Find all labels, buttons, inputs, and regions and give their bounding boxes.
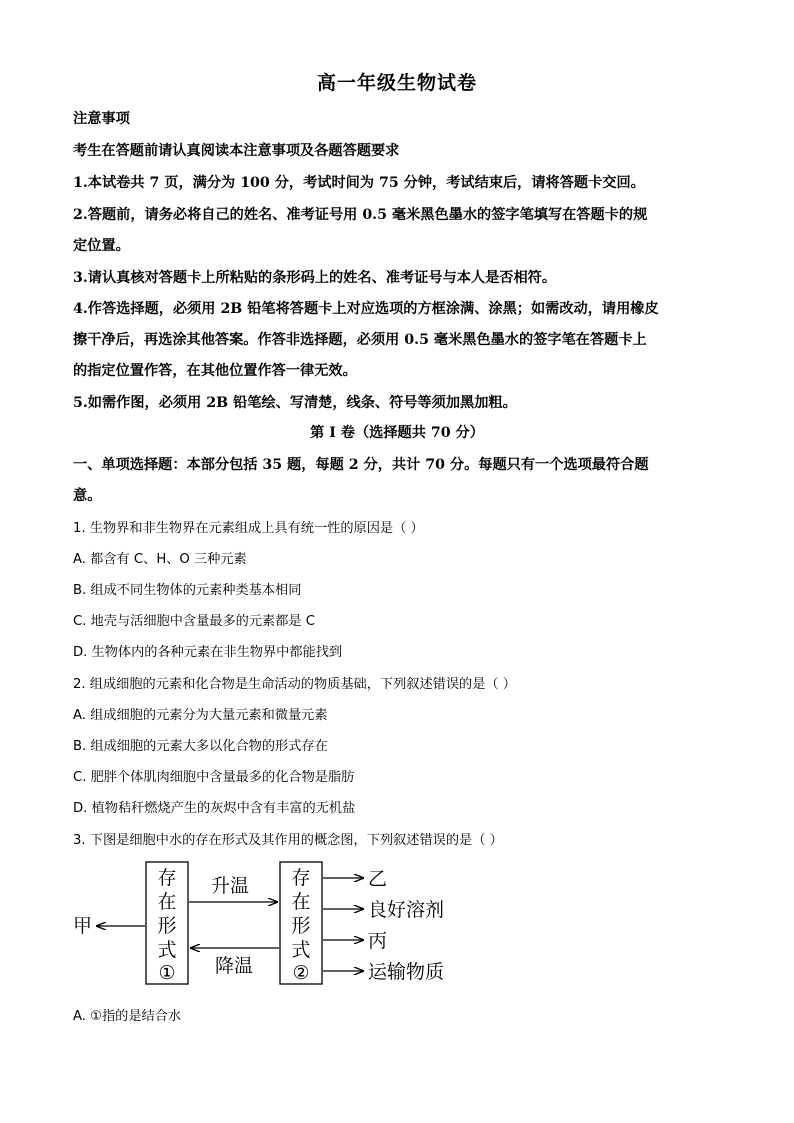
section-title: 第 I 卷（选择题共 70 分） (310, 425, 484, 441)
box1-char: 存 (157, 867, 177, 889)
box2-char: 形 (291, 915, 311, 937)
question-3-option-a: A. ①指的是结合水 (73, 1009, 182, 1024)
box1-number: ① (158, 962, 176, 984)
notice-line-1: 1.本试卷共 7 页，满分为 100 分，考试时间为 75 分钟，考试结束后，请将答题卡交回。 (73, 175, 645, 191)
notice-line-2: 2.答题前，请务必将自己的姓名、准考证号用 0.5 毫米黑色墨水的签字笔填写在答题卡的规 (73, 207, 648, 223)
label-jia: 甲 (73, 915, 93, 937)
label-transport: 运输物质 (368, 961, 445, 983)
label-good-solvent: 良好溶剂 (368, 899, 445, 921)
box2-char: 在 (291, 891, 311, 913)
box2-char: 存 (291, 867, 311, 889)
notice-line-4-cont2: 的指定位置作答，在其他位置作答一律无效。 (73, 363, 357, 379)
notice-intro: 考生在答题前请认真阅读本注意事项及各题答题要求 (73, 143, 400, 159)
label-cooling: 降温 (214, 955, 254, 977)
label-yi: 乙 (368, 868, 388, 890)
question-1-option-d: D. 生物体内的各种元素在非生物界中都能找到 (73, 645, 343, 660)
notice-line-5: 5.如需作图，必须用 2B 铅笔绘、写清楚，线条、符号等须加黑加粗。 (73, 395, 517, 411)
question-1-option-b: B. 组成不同生物体的元素种类基本相同 (73, 583, 302, 598)
question-2-option-d: D. 植物秸秆燃烧产生的灰烬中含有丰富的无机盐 (73, 801, 356, 816)
label-heating: 升温 (210, 875, 250, 897)
box2-char: 式 (291, 939, 311, 961)
notice-line-4: 4.作答选择题，必须用 2B 铅笔将答题卡上对应选项的方框涂满、涂黑；如需改动，请用橡皮 (73, 301, 659, 317)
section-instruction-cont: 意。 (73, 488, 102, 504)
question-2-option-b: B. 组成细胞的元素大多以化合物的形式存在 (73, 739, 328, 754)
question-2-option-a: A. 组成细胞的元素分为大量元素和微量元素 (73, 708, 328, 723)
notice-heading: 注意事项 (73, 111, 130, 127)
notice-line-2-cont: 定位置。 (73, 238, 130, 254)
question-2-stem: 2. 组成细胞的元素和化合物是生命活动的物质基础，下列叙述错误的是（ ） (73, 677, 516, 692)
box2-number: ② (292, 962, 310, 984)
box1-char: 式 (157, 939, 177, 961)
question-1-stem: 1. 生物界和非生物界在元素组成上具有统一性的原因是（ ） (73, 521, 424, 536)
notice-line-3: 3.请认真核对答题卡上所粘贴的条形码上的姓名、准考证号与本人是否相符。 (73, 270, 557, 286)
question-2-option-c: C. 肥胖个体肌肉细胞中含量最多的化合物是脂肪 (73, 770, 355, 785)
box1-char: 形 (157, 915, 177, 937)
box1-char: 在 (157, 891, 177, 913)
water-concept-diagram (73, 855, 493, 995)
question-1-option-a: A. 都含有 C、H、O 三种元素 (73, 552, 247, 567)
section-instruction: 一、单项选择题：本部分包括 35 题，每题 2 分，共计 70 分。每题只有一个选项最符合题 (73, 457, 649, 473)
page-title: 高一年级生物试卷 (316, 72, 477, 94)
question-1-option-c: C. 地壳与活细胞中含量最多的元素都是 C (73, 614, 315, 629)
label-bing: 丙 (368, 930, 388, 952)
notice-line-4-cont1: 擦干净后，再选涂其他答案。作答非选择题，必须用 0.5 毫米黑色墨水的签字笔在答题卡上 (73, 332, 647, 348)
question-3-stem: 3. 下图是细胞中水的存在形式及其作用的概念图，下列叙述错误的是（ ） (73, 833, 503, 848)
